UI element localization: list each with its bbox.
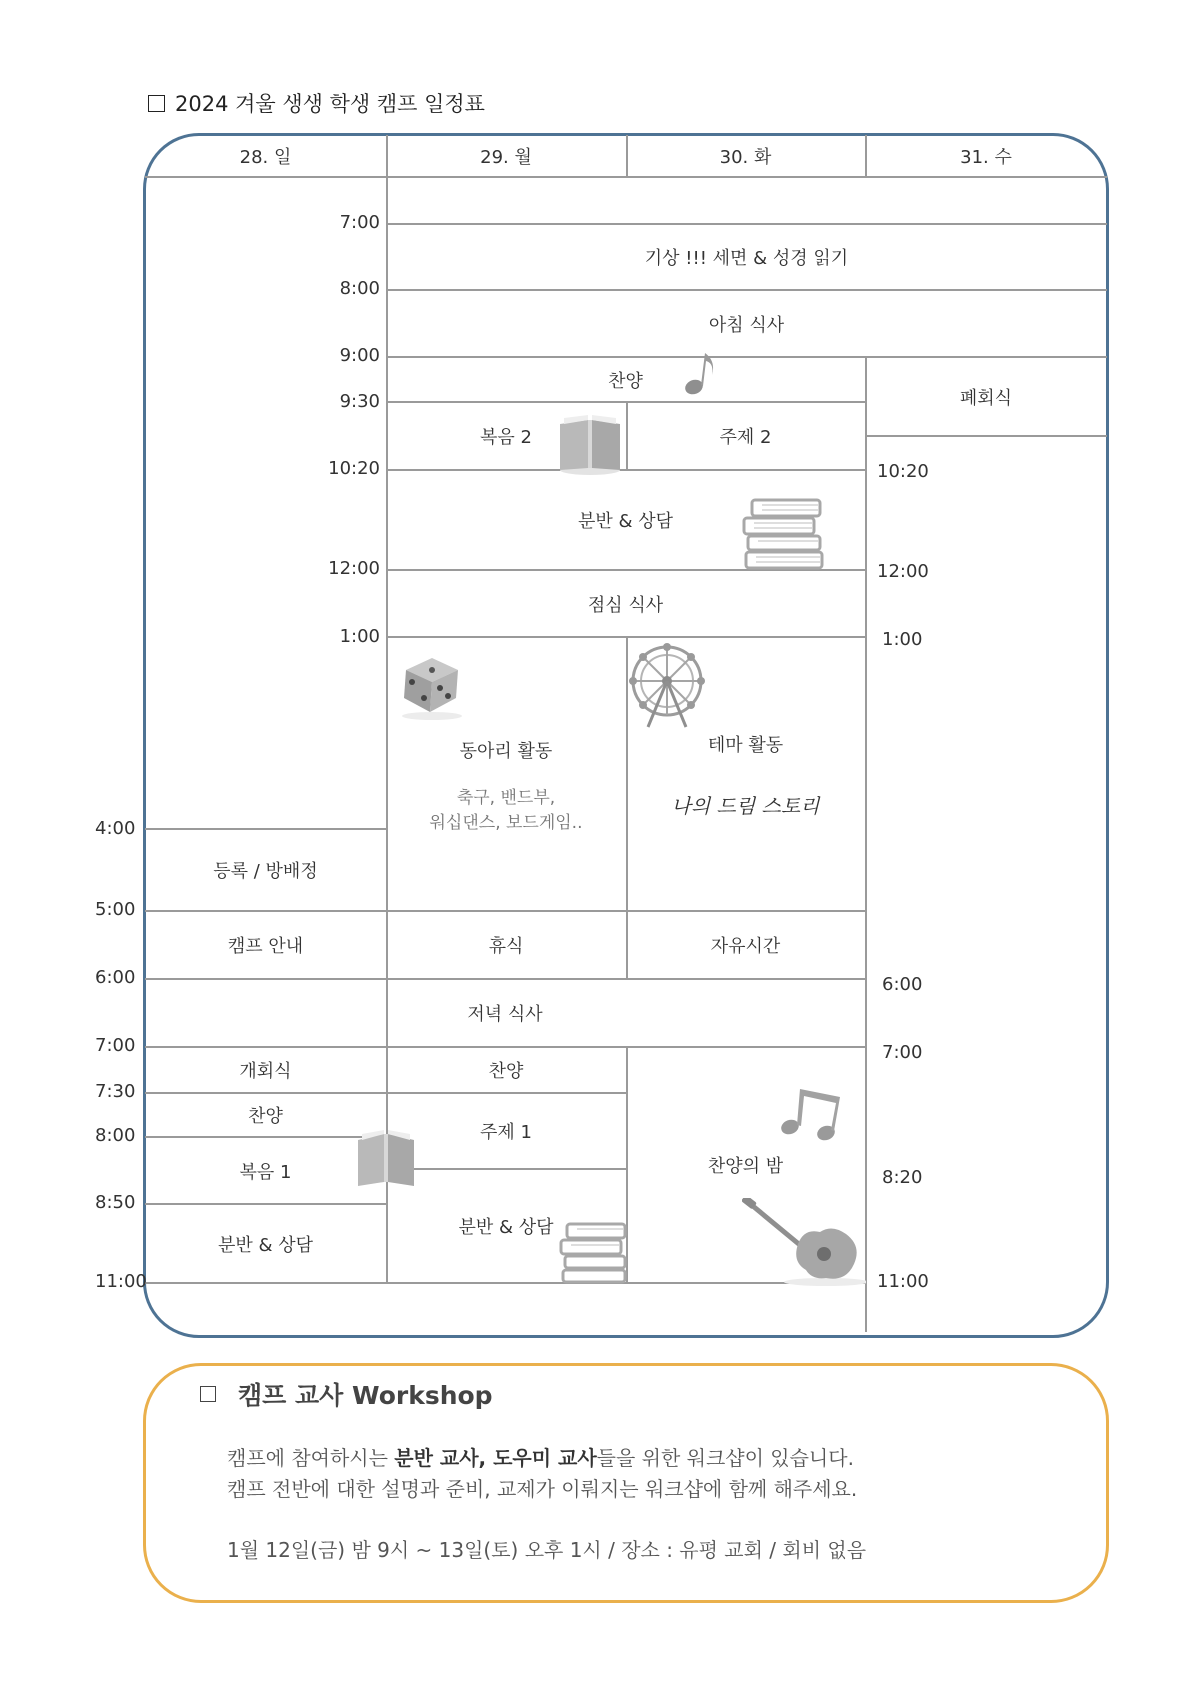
time-label: 11:00 — [95, 1271, 147, 1292]
time-label: 6:00 — [882, 974, 923, 995]
event-wake-up: 기상 !!! 세면 & 성경 읽기 — [644, 248, 849, 269]
checkbox-square-icon — [148, 95, 165, 112]
event-praise-night: 찬양의 밤 — [707, 1156, 784, 1177]
event-dinner: 저녁 식사 — [467, 1004, 543, 1025]
workshop-title — [200, 1376, 493, 1412]
day-header-tue: 30. 화 — [719, 146, 772, 168]
event-praise-morning: 찬양 — [608, 370, 643, 392]
event-lunch: 점심 식사 — [587, 594, 664, 616]
day-header-wed: 31. 수 — [960, 146, 1012, 168]
event-rest: 휴식 — [488, 936, 524, 957]
workshop-line-2: 캠프 전반에 대한 설명과 준비, 교제가 이뤄지는 워크샵에 함께 해주세요. — [227, 1477, 858, 1501]
workshop-line-3: 1월 12일(금) 밤 9시 ~ 13일(토) 오후 1시 / 장소 : 유평 교회 / 회비 없음 — [227, 1538, 867, 1562]
open-book-icon — [354, 1128, 418, 1190]
event-topic-2: 주제 2 — [719, 427, 772, 448]
event-topic-1: 주제 1 — [480, 1122, 532, 1143]
event-club-activity: 동아리 활동 — [459, 741, 553, 762]
time-label: 9:30 — [339, 391, 380, 412]
workshop-line-1 — [227, 1442, 854, 1471]
time-label: 11:00 — [877, 1271, 929, 1292]
guitar-icon — [742, 1198, 866, 1286]
event-praise-sunday: 찬양 — [248, 1106, 283, 1127]
book-stack-icon — [559, 1222, 629, 1284]
event-free-time: 자유시간 — [710, 936, 781, 957]
day-header-sun: 28. 일 — [239, 146, 292, 168]
time-label: 8:00 — [95, 1125, 136, 1146]
music-notes-icon — [778, 1083, 844, 1141]
time-label: 8:00 — [339, 278, 380, 299]
time-label: 1:00 — [339, 626, 380, 647]
workshop-line-1-post: 들을 위한 워크샵이 있습니다. — [596, 1446, 854, 1470]
time-label: 12:00 — [877, 561, 929, 582]
event-closing-ceremony: 폐회식 — [959, 387, 1013, 409]
checkbox-square-icon — [200, 1386, 216, 1402]
event-gospel-2: 복음 2 — [480, 427, 532, 448]
workshop-line-1-pre: 캠프에 참여하시는 — [227, 1446, 395, 1470]
workshop-title-text: 캠프 교사 Workshop — [238, 1381, 493, 1410]
time-label: 9:00 — [339, 345, 380, 366]
event-breakfast: 아침 식사 — [708, 314, 785, 336]
time-label: 6:00 — [95, 967, 136, 988]
time-label: 7:30 — [95, 1081, 136, 1102]
time-label: 10:20 — [328, 458, 380, 479]
event-gospel-1: 복음 1 — [239, 1161, 292, 1183]
time-label: 8:50 — [95, 1192, 136, 1213]
workshop-line-1-bold: 분반 교사, 도우미 교사 — [394, 1446, 597, 1470]
book-stack-icon — [742, 498, 824, 570]
grid-line — [865, 356, 867, 1332]
time-label: 1:00 — [882, 629, 923, 650]
event-group-counsel-monday: 분반 & 상담 — [458, 1217, 554, 1238]
event-theme-activity: 테마 활동 — [707, 735, 784, 756]
event-registration: 등록 / 방배정 — [213, 861, 318, 882]
day-header-mon: 29. 월 — [480, 146, 532, 168]
dice-icon — [398, 652, 466, 722]
time-label: 7:00 — [882, 1042, 923, 1063]
event-group-counsel-sunday: 분반 & 상담 — [217, 1234, 314, 1256]
time-label: 12:00 — [328, 558, 380, 579]
time-label: 7:00 — [339, 212, 380, 233]
time-label: 7:00 — [95, 1035, 136, 1056]
event-opening-ceremony: 개회식 — [239, 1061, 292, 1082]
page-title-text: 2024 겨울 생생 학생 캠프 일정표 — [175, 92, 485, 116]
page-title — [148, 88, 485, 118]
event-camp-guide: 캠프 안내 — [227, 936, 304, 957]
open-book-icon — [556, 412, 624, 476]
ferris-wheel-icon — [628, 643, 706, 729]
time-label: 4:00 — [95, 818, 136, 839]
time-label: 5:00 — [95, 899, 136, 920]
grid-line — [865, 435, 1107, 437]
time-label: 8:20 — [882, 1167, 923, 1188]
grid-line — [145, 176, 1107, 178]
time-label: 10:20 — [877, 461, 929, 482]
event-club-activity-detail: 축구, 밴드부, 워십댄스, 보드게임.. — [429, 788, 583, 833]
event-praise-monday: 찬양 — [488, 1061, 524, 1082]
music-note-icon — [682, 349, 724, 397]
event-theme-activity-detail: 나의 드림 스토리 — [671, 793, 820, 818]
event-group-counsel-morning: 분반 & 상담 — [577, 511, 674, 532]
